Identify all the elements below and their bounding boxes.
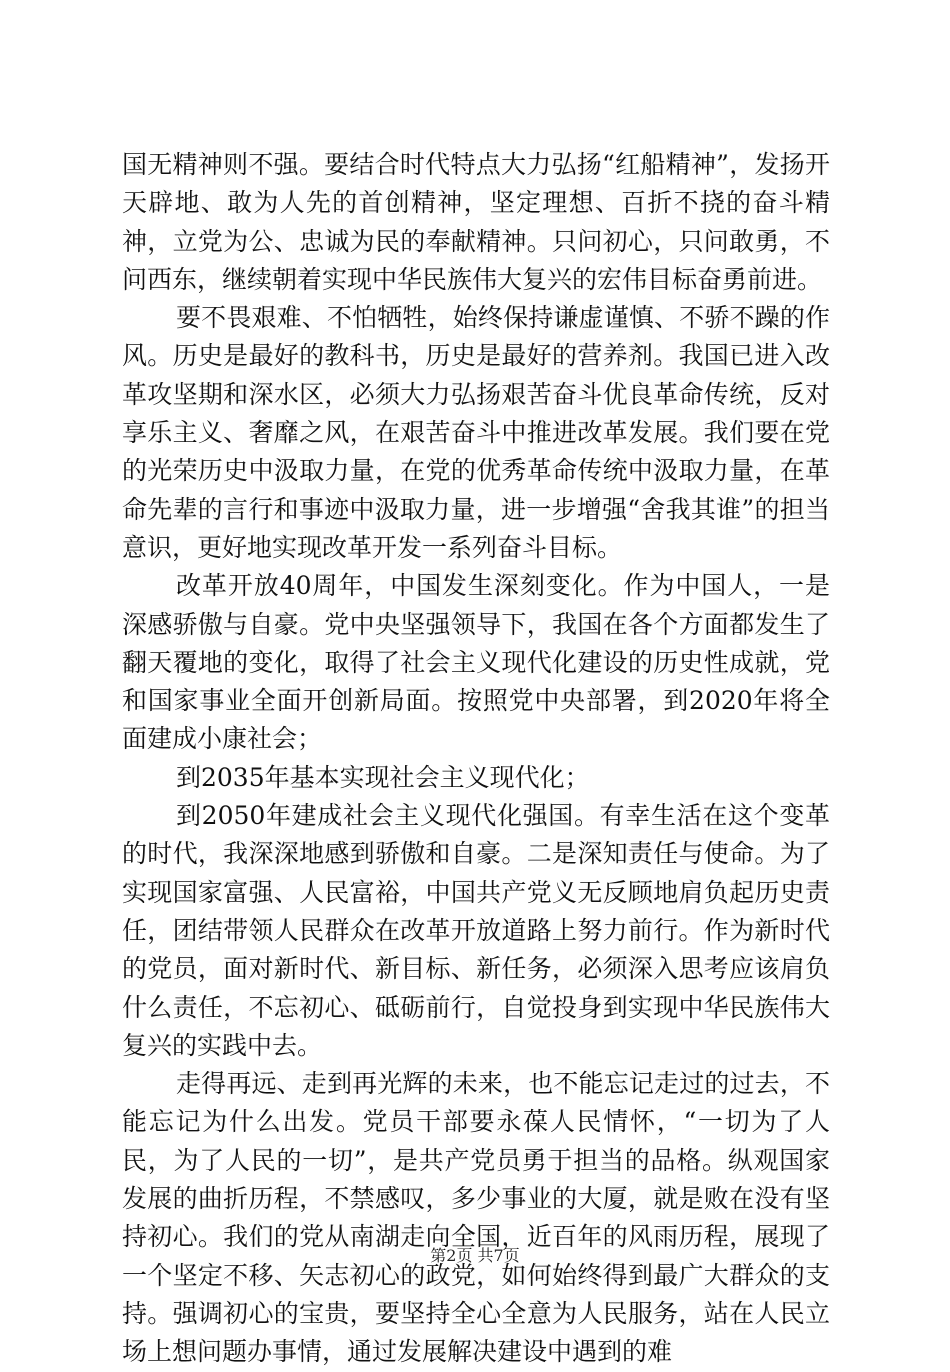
paragraph-1: 国无精神则不强。要结合时代特点大力弘扬“红船精神”，发扬开天辟地、敢为人先的首创精神，坚定理想、百折不挠的奋斗精神，立党为公、忠诚为民的奉献精神。只问初心，只问敢勇，不问西东，继续朝着实现中华民族伟大复兴的宏伟目标奋勇前进。 xyxy=(122,150,830,294)
paragraph-4: 到2035年基本实现社会主义现代化； xyxy=(176,762,590,792)
document-body xyxy=(122,146,830,1372)
page-number-footer: 第2页 共7页 xyxy=(430,1246,520,1265)
paragraph-3: 改革开放40周年，中国发生深刻变化。作为中国人，一是深感骄傲与自豪。党中央坚强领导下，我国在各个方面都发生了翻天覆地的变化，取得了社会主义现代化建设的历史性成就，党和国家事业全面开创新局面。按照党中央部署，到2020年将全面建成小康社会； xyxy=(122,571,830,754)
paragraph-2: 要不畏艰难、不怕牺牲，始终保持谦虚谨慎、不骄不躁的作风。历史是最好的教科书，历史是最好的营养剂。我国已进入改革攻坚期和深水区，必须大力弘扬艰苦奋斗优良革命传统，反对享乐主义、奢靡之风，在艰苦奋斗中推进改革发展。我们要在党的光荣历史中汲取力量，在党的优秀革命传统中汲取力量，在革命先辈的言行和事迹中汲取力量，进一步增强“舍我其谁”的担当意识，更好地实现改革开发一系列奋斗目标。 xyxy=(122,303,830,562)
paragraph-5: 到2050年建成社会主义现代化强国。有幸生活在这个变革的时代，我深深地感到骄傲和自豪。二是深知责任与使命。为了实现国家富强、人民富裕，中国共产党义无反顾地肩负起历史责任，团结带领人民群众在改革开放道路上努力前行。作为新时代的党员，面对新时代、新目标、新任务，必须深入思考应该肩负什么责任，不忘初心、砥砺前行，自觉投身到实现中华民族伟大复兴的实践中去。 xyxy=(122,801,830,1060)
paragraph-6: 走得再远、走到再光辉的未来，也不能忘记走过的过去，不能忘记为什么出发。党员干部要永葆人民情怀，“一切为了人民，为了人民的一切”，是共产党员勇于担当的品格。纵观国家发展的曲折历程，不禁感叹，多少事业的大厦，就是败在没有坚持初心。我们的党从南湖走向全国，近百年的风雨历程，展现了一个坚定不移、矢志初心的政党，如何始终得到最广大群众的支持。强调初心的宝贵，要坚持全心全意为人民服务，站在人民立场上想问题办事情，通过发展解决建设中遇到的难 xyxy=(122,1069,830,1367)
